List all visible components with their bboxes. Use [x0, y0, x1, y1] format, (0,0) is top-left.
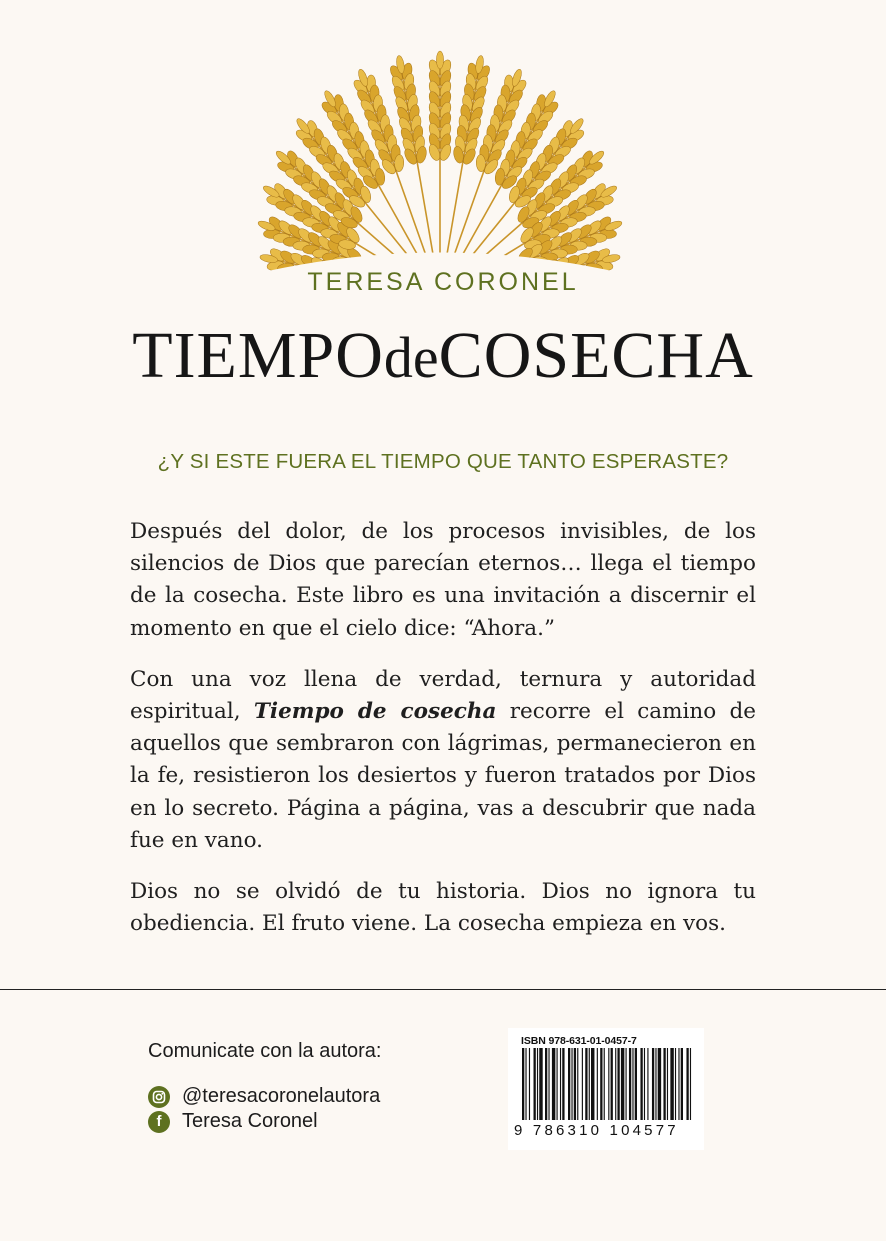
synopsis-paragraph-3: Dios no se olvidó de tu historia. Dios no ignora tu obediencia. El fruto viene. La cosecha empieza en vos.	[130, 879, 756, 937]
isbn-barcode	[508, 1028, 704, 1150]
title-part-tiempo: TIEMPO	[132, 319, 384, 392]
contact-heading: Comunicate con la autora:	[148, 1040, 382, 1062]
synopsis-paragraph-2	[130, 664, 756, 857]
book-title-inline: Tiempo de cosecha	[253, 699, 497, 725]
instagram-handle: @teresacoronelautora	[182, 1085, 381, 1107]
synopsis-paragraph-1: Después del dolor, de los procesos invisibles, de los silencios de Dios que parecían eternos… llega el tiempo de la cosecha. Este libro es una invitación a discernir el momento en que el cielo dice: “Ahora.”	[130, 519, 756, 641]
paragraph-2-end: recorre el camino de aquellos que sembraron con lágrimas, permanecieron en la fe, resistieron los desiertos y fueron tratados por Dios en lo secreto. Página a página, vas a descubrir que nada fue en vano.	[130, 699, 756, 853]
facebook-name: Teresa Coronel	[182, 1110, 318, 1132]
book-title	[0, 318, 886, 394]
synopsis	[130, 516, 756, 959]
author-name: TERESA CORONEL	[307, 268, 579, 296]
instagram-icon	[148, 1086, 170, 1108]
divider-line	[0, 989, 886, 990]
instagram-contact	[148, 1085, 380, 1108]
title-part-de: de	[383, 325, 439, 390]
barcode-digits: 9 786310 104577	[514, 1122, 679, 1139]
title-part-cosecha: COSECHA	[438, 319, 754, 392]
tagline: ¿Y SI ESTE FUERA EL TIEMPO QUE TANTO ESPERASTE?	[157, 450, 729, 473]
wheat-illustration	[230, 30, 650, 280]
facebook-contact	[148, 1110, 318, 1133]
facebook-icon: f	[148, 1111, 170, 1133]
isbn-label: ISBN 978-631-01-0457-7	[521, 1035, 637, 1047]
paragraph-2-start: Con una voz llena de verdad, ternura y autoridad espiritual,	[130, 666, 756, 725]
